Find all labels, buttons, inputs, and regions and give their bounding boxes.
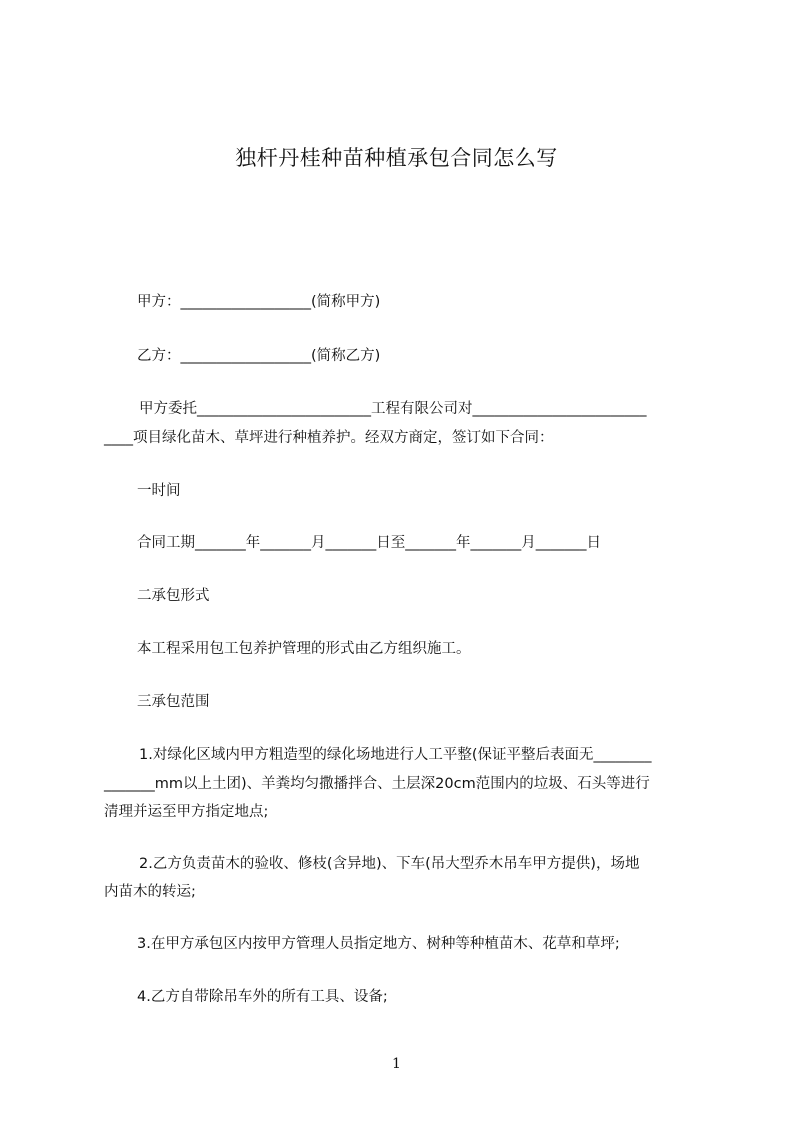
scope-item-1-line-2: _______mm以上土团)、羊粪均匀撒播拌合、土层深20cm范围内的垃圾、石头等进行 xyxy=(104,776,650,792)
section-heading-scope: 三承包范围 xyxy=(137,694,210,710)
scope-item-1-line-1: 1.对绿化区域内甲方粗造型的绿化场地进行人工平整(保证平整后表面无________ xyxy=(139,747,652,763)
scope-item-4: 4.乙方自带除吊车外的所有工具、设备; xyxy=(137,989,388,1005)
entrust-line-2: ____项目绿化苗木、草坪进行种植养护。经双方商定，签订如下合同： xyxy=(104,430,554,446)
page-number: 1 xyxy=(392,1056,401,1072)
scope-item-2-line-1: 2.乙方负责苗木的验收、修枝(含异地)、下车(吊大型乔木吊车甲方提供)，场地 xyxy=(139,856,640,872)
document-title: 独杆丹桂种苗种植承包合同怎么写 xyxy=(235,146,558,170)
section-heading-form: 二承包形式 xyxy=(137,588,210,604)
scope-item-3: 3.在甲方承包区内按甲方管理人员指定地方、树种等种植苗木、花草和草坪; xyxy=(137,936,620,952)
scope-item-1-line-3: 清理并运至甲方指定地点; xyxy=(104,804,269,820)
contract-form-text: 本工程采用包工包养护管理的形式由乙方组织施工。 xyxy=(137,641,471,657)
scope-item-2-line-2: 内苗木的转运; xyxy=(104,884,196,900)
party-a-line: 甲方：__________________(简称甲方) xyxy=(137,294,381,310)
party-b-line: 乙方：__________________(简称乙方) xyxy=(137,348,381,364)
entrust-line-1: 甲方委托________________________工程有限公司对________________________ xyxy=(139,401,647,417)
section-heading-time: 一时间 xyxy=(137,483,181,499)
contract-period-line: 合同工期_______年_______月_______日至_______年_______月_______日 xyxy=(137,535,601,551)
